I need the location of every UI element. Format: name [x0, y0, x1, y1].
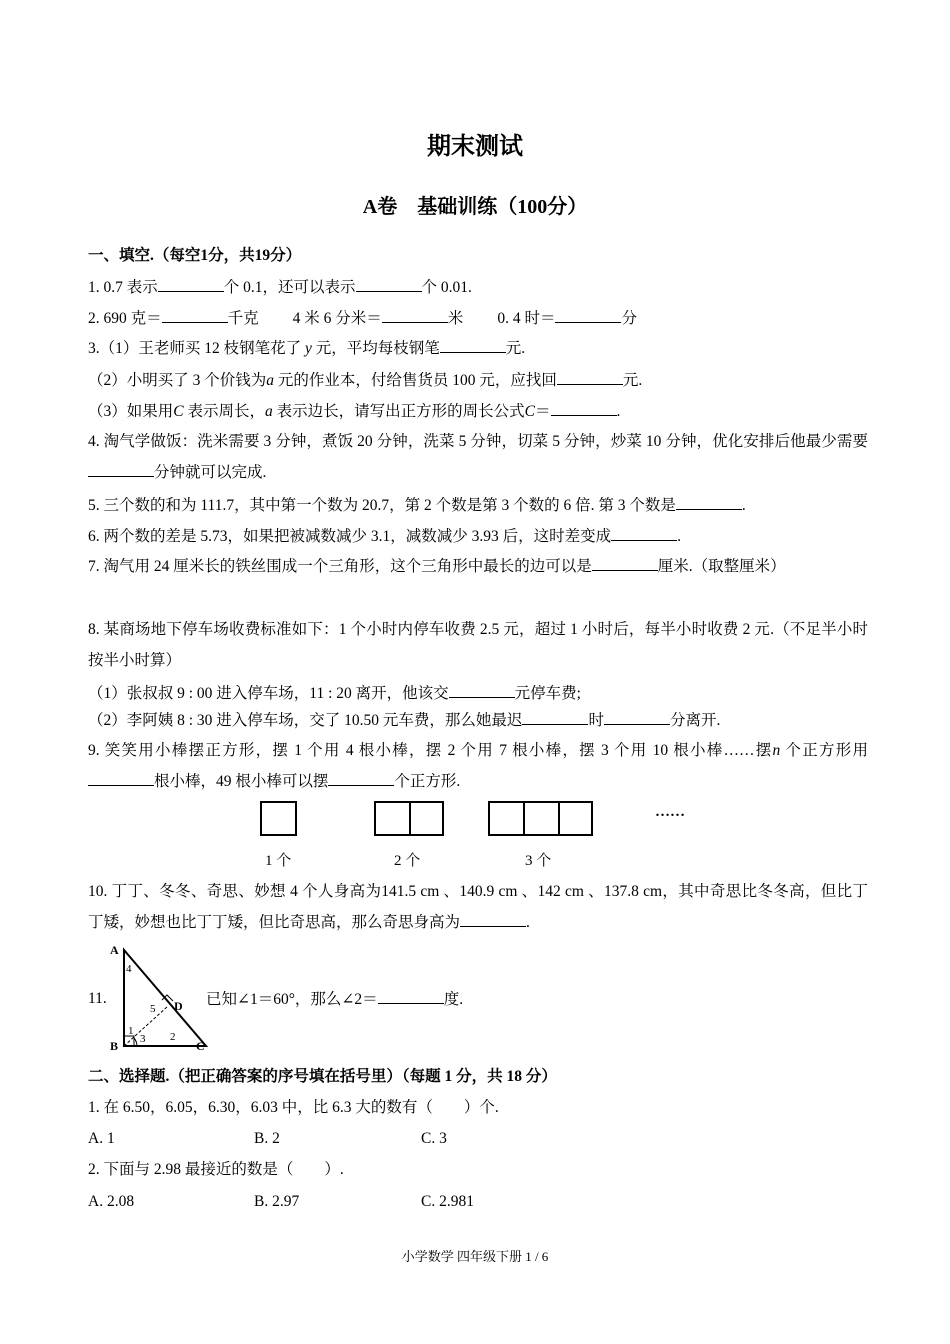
- page-footer: 小学数学 四年级下册 1 / 6: [401, 1249, 549, 1264]
- answer-blank[interactable]: [604, 710, 670, 725]
- choice-2-option-c[interactable]: C. 2.981: [421, 1193, 474, 1210]
- answer-blank[interactable]: [158, 277, 224, 292]
- answer-blank[interactable]: [378, 989, 444, 1004]
- choice-question-2: 2. 下面与 2.98 最接近的数是（ ）.: [88, 1161, 344, 1178]
- question-11: 已知∠1＝60°，那么∠2＝ 度.: [206, 991, 464, 1008]
- question-2: 2. 690 克＝ 千克 4 米 6 分米＝ 米 0. 4 时＝ 分: [88, 310, 637, 327]
- triangle-figure: [106, 942, 210, 1054]
- question-3-1: 3.（1）王老师买 12 枝钢笔花了 y 元，平均每枝钢笔 元.: [88, 340, 526, 357]
- question-3-2: （2）小明买了 3 个价钱为a 元的作业本，付给售货员 100 元，应找回 元.: [88, 372, 643, 389]
- answer-blank[interactable]: [382, 308, 448, 323]
- square-3b: [523, 801, 560, 836]
- label-a: A: [110, 943, 119, 957]
- square-2b: [409, 801, 444, 836]
- choice-1-option-b[interactable]: B. 2: [254, 1130, 280, 1147]
- question-8: 8. 某商场地下停车场收费标准如下：1 个小时内停车收费 2.5 元，超过 1 小时后，每半小时收费 2 元.（不足半小时按半小时算）: [88, 621, 868, 669]
- question-10: 10. 丁丁、冬冬、奇思、妙想 4 个人身高为141.5 cm 、140.9 cm 、142 cm 、137.8 cm，其中奇思比冬冬高，但比丁丁矮，妙想也比丁丁矮，但比奇思高，那么奇思身高为 .: [88, 883, 868, 931]
- answer-blank[interactable]: [551, 401, 617, 416]
- question-3-3: （3）如果用C 表示周长，a 表示边长，请写出正方形的周长公式C＝ .: [88, 403, 621, 420]
- angle-label-5: 5: [150, 1003, 156, 1015]
- square-2a: [374, 801, 411, 836]
- answer-blank[interactable]: [555, 308, 621, 323]
- angle-label-4: 4: [126, 963, 132, 975]
- caption-2: 2 个: [394, 853, 421, 869]
- answer-blank[interactable]: [611, 526, 677, 541]
- question-9: 9. 笑笑用小棒摆正方形，摆 1 个用 4 根小棒，摆 2 个用 7 根小棒，摆 3 个用 10 根小棒……摆n 个正方形用根小棒，49 根小棒可以摆 个正方形.: [88, 742, 868, 790]
- angle-label-3: 3: [140, 1033, 146, 1045]
- ellipsis: ……: [655, 804, 685, 820]
- square-1: [260, 801, 297, 836]
- answer-blank[interactable]: [557, 370, 623, 385]
- angle-label-1: 1: [128, 1025, 134, 1037]
- question-7: 7. 淘气用 24 厘米长的铁丝围成一个三角形，这个三角形中最长的边可以是 厘米.（取整厘米）: [88, 558, 786, 575]
- answer-blank[interactable]: [328, 771, 394, 786]
- page-title: 期末测试: [427, 134, 523, 160]
- choice-2-option-b[interactable]: B. 2.97: [254, 1193, 300, 1210]
- question-8-2: （2）李阿姨 8 : 30 进入停车场，交了 10.50 元车费，那么她最迟 时 分离开.: [88, 712, 721, 729]
- question-5: 5. 三个数的和为 111.7，其中第一个数为 20.7，第 2 个数是第 3 个数的 6 倍. 第 3 个数是 .: [88, 497, 746, 514]
- choice-2-option-a[interactable]: A. 2.08: [88, 1193, 135, 1210]
- section1-header: 一、填空.（每空1分，共19分）: [88, 247, 302, 264]
- answer-blank[interactable]: [449, 683, 515, 698]
- label-c: C: [196, 1039, 205, 1053]
- question-8-1: （1）张叔叔 9 : 00 进入停车场，11 : 20 离开，他该交 元停车费;: [88, 685, 581, 702]
- answer-blank[interactable]: [356, 277, 422, 292]
- answer-blank[interactable]: [460, 912, 526, 927]
- question-1: 1. 0.7 表示 个 0.1，还可以表示 个 0.01.: [88, 279, 472, 296]
- choice-question-1: 1. 在 6.50，6.05，6.30，6.03 中，比 6.3 大的数有（ ）个.: [88, 1099, 499, 1116]
- choice-1-option-c[interactable]: C. 3: [421, 1130, 447, 1147]
- answer-blank[interactable]: [522, 710, 588, 725]
- answer-blank[interactable]: [440, 338, 506, 353]
- label-d: D: [174, 999, 183, 1013]
- square-3c: [558, 801, 593, 836]
- angle-label-2: 2: [170, 1031, 176, 1043]
- answer-blank[interactable]: [676, 495, 742, 510]
- choice-1-option-a[interactable]: A. 1: [88, 1130, 115, 1147]
- question-11-number: 11.: [88, 990, 107, 1007]
- answer-blank[interactable]: [592, 556, 658, 571]
- caption-1: 1 个: [265, 853, 292, 869]
- question-4: 4. 淘气学做饭：洗米需要 3 分钟，煮饭 20 分钟，洗菜 5 分钟，切菜 5 分钟，炒菜 10 分钟，优化安排后他最少需要分钟就可以完成.: [88, 433, 868, 481]
- caption-3: 3 个: [525, 853, 552, 869]
- answer-blank[interactable]: [162, 308, 228, 323]
- question-6: 6. 两个数的差是 5.73，如果把被减数减少 3.1，减数减少 3.93 后，这时差变成 .: [88, 528, 682, 545]
- triangle-abc: [124, 950, 206, 1046]
- answer-blank[interactable]: [88, 462, 154, 477]
- answer-blank[interactable]: [88, 771, 154, 786]
- label-b: B: [110, 1039, 119, 1053]
- square-3a: [488, 801, 525, 836]
- page-subtitle: A卷 基础训练（100分）: [362, 196, 588, 218]
- section2-header: 二、选择题.（把正确答案的序号填在括号里）（每题 1 分，共 18 分）: [88, 1068, 557, 1085]
